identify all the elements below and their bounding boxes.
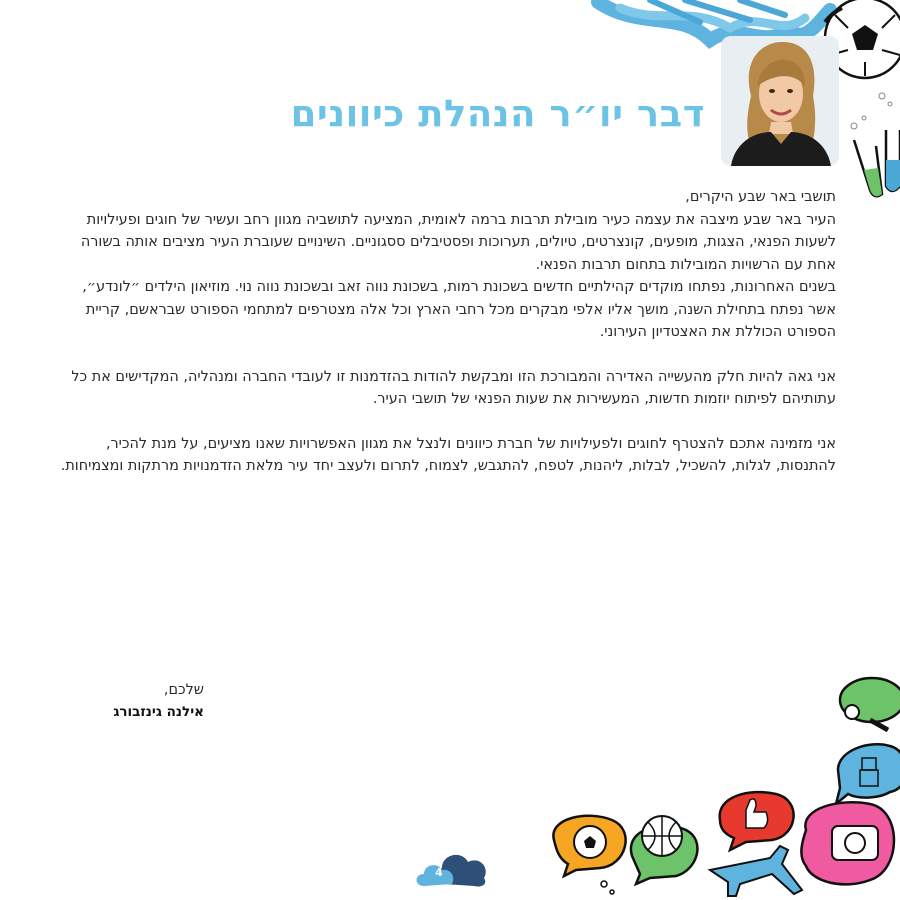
cloud-icon [414, 840, 494, 890]
closing-text: שלכם, [163, 682, 204, 698]
paragraph: אני גאה להיות חלק מהעשייה האדירה והמבורכת הזו ומבקשת להודות בהזדמנות זו לעובדי החברה ומנהליה, המקדישים את כל עתותיהם לפיתוח יוזמות חדשות, המעשירות את שעות הפנאי של תושבי העיר. [71, 368, 836, 407]
bottom-decorations [540, 670, 900, 900]
letter-body [56, 186, 836, 478]
signature: אילנה גינזבורג [113, 704, 204, 720]
basketball-bubble-icon [631, 816, 697, 884]
portrait-photo [721, 36, 839, 166]
test-tubes-icon [842, 90, 900, 205]
paragraph: בשנים האחרונות, נפתחו מוקדים קהילתיים חדשים בשכונת רמות, בשכונת נווה זאב ובשכונת נווה נוי. מוזיאון הילדים ״לונדע״, אשר נפתח בתחילת השנה, מושך אליו אלפי מבקרים מכל רחבי הארץ וכל אלה מצטרפים למתחמי הספורט שבראשם, קריית הספורט הכוללת את האצטדיון העירוני. [82, 279, 836, 340]
thumbs-up-bubble-icon [720, 792, 794, 850]
robot-bubble-icon [836, 744, 900, 804]
letter-closing [86, 679, 204, 723]
paragraph: אני מזמינה אתכם להצטרף לחוגים ולפעילויות של חברת כיוונים ולנצל את מגוון האפשרויות שאנו מציעים, על מנת להכיר, להתנסות, לגלות, להשכיל, לבלות, ליהנות, לטפח, להתגבש, לצמוח, לתרום ולעצב יחד עיר מלאת הזדמנויות מרתקות ומצמיחות. [60, 435, 836, 474]
page-title: דבר יו״ר הנהלת כיוונים [290, 92, 705, 135]
ping-pong-icon [840, 678, 900, 730]
soccer-bubble-icon [553, 816, 625, 876]
airplane-icon [710, 846, 802, 896]
greeting: תושבי באר שבע היקרים, [685, 189, 836, 205]
page-number: 4 [435, 866, 443, 879]
paragraph: העיר באר שבע מיצבה את עצמה כעיר מובילת תרבות ברמה לאומית, המציעה לתושביה מגוון רחב ועשיר של חוגים ופעילויות לשעות הפנאי, הצגות, מופעים, קונצרטים, טיולים, תערוכות ופסטיבלים ססגוניים. השינויים שעוברת העיר מציבים אותה בשורה אחת עם הרשויות המובילות בתחום תרבות הפנאי. [80, 211, 836, 273]
camera-bubble-icon [801, 802, 894, 884]
